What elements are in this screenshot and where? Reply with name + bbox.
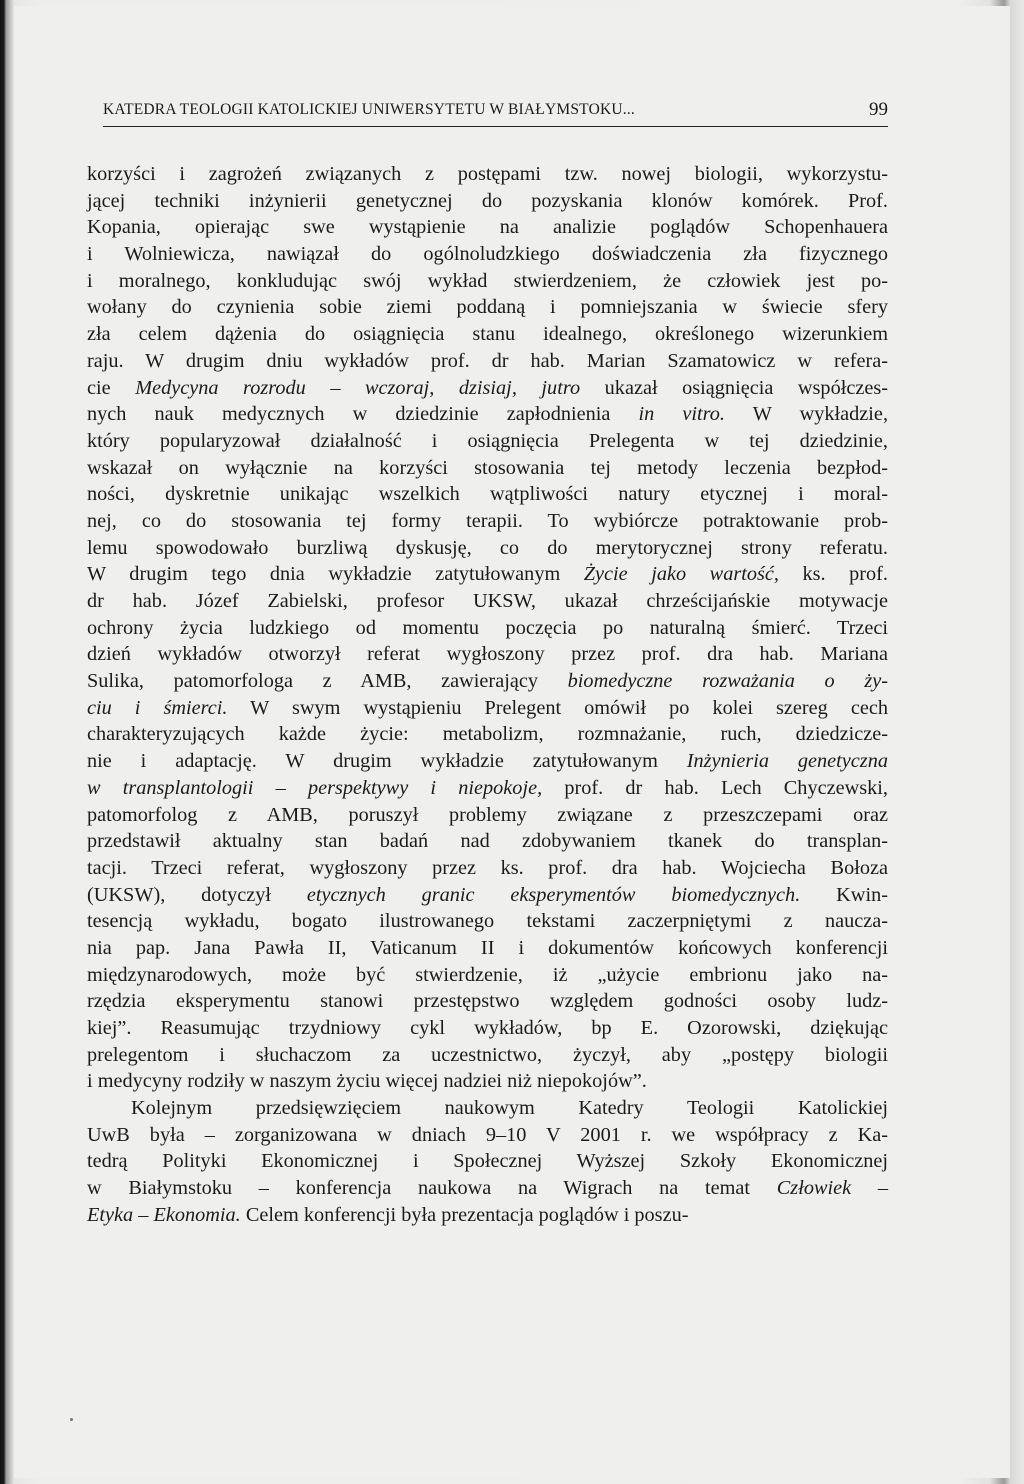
text-segment: ukazał osiągnięcia współczes-	[580, 376, 888, 399]
text-segment: Kopania, opierając swe wystąpienie na analizie poglądów Schopenhauera	[87, 216, 888, 239]
text-line	[87, 1175, 888, 1202]
text-line	[87, 1015, 888, 1042]
text-line	[87, 988, 888, 1015]
text-segment: Kwin-	[800, 883, 888, 906]
text-segment: dzień wykładów otworzył referat wygłoszony przez prof. dra hab. Mariana	[87, 643, 888, 666]
page-number: 99	[869, 99, 888, 120]
text-line	[87, 508, 888, 535]
text-segment: rzędzia eksperymentu stanowi przestępstwo względem godności osoby ludz-	[87, 990, 888, 1013]
text-line	[87, 214, 888, 241]
text-segment: prelegentom i słuchaczom za uczestnictwo, życzył, aby „postępy biologii	[87, 1043, 888, 1066]
italic-title-text: Inżynieria genetyczna	[686, 750, 888, 773]
text-line	[87, 1148, 888, 1175]
text-segment: Kolejnym przedsięwzięciem naukowym Katedry Teologii Katolickiej	[131, 1097, 888, 1120]
text-segment: W swym wystąpieniu Prelegent omówił po kolei szereg cech	[227, 696, 888, 719]
text-line	[87, 375, 888, 402]
text-line	[87, 188, 888, 215]
text-line	[87, 668, 888, 695]
text-segment: tedrą Polityki Ekonomicznej i Społecznej Wyższej Szkoły Ekonomicznej	[87, 1150, 888, 1173]
body-text	[87, 161, 888, 1229]
text-line	[87, 641, 888, 668]
text-line	[87, 588, 888, 615]
text-segment: nia pap. Jana Pawła II, Vaticanum II i dokumentów końcowych konferencji	[87, 936, 888, 959]
text-segment: i Wolniewicza, nawiązał do ogólnoludzkiego doświadczenia zła fizycznego	[87, 243, 888, 266]
text-segment: i medycyny rodziły w naszym życiu więcej nadziei niż niepokojów”.	[87, 1070, 647, 1093]
text-segment: międzynarodowych, może być stwierdzenie, iż „użycie embrionu jako na-	[87, 963, 888, 986]
text-line	[87, 1202, 888, 1229]
text-line	[87, 561, 888, 588]
text-line	[87, 481, 888, 508]
scan-speck	[70, 1418, 73, 1421]
text-segment: (UKSW), dotyczył	[87, 883, 307, 906]
running-header	[103, 96, 888, 127]
italic-title-text: Życie jako wartość,	[583, 563, 779, 586]
text-line	[87, 908, 888, 935]
running-header-title: KATEDRA TEOLOGII KATOLICKIEJ UNIWERSYTETU W BIAŁYMSTOKU...	[103, 101, 635, 118]
text-segment: Sulika, patomorfologa z AMB, zawierający	[87, 670, 568, 693]
text-segment: patomorfolog z AMB, poruszył problemy związane z przeszczepami oraz	[87, 803, 888, 826]
text-line	[87, 428, 888, 455]
text-line	[87, 748, 888, 775]
text-line	[87, 882, 888, 909]
text-segment: ności, dyskretnie unikając wszelkich wątpliwości natury etycznej i moral-	[87, 483, 888, 506]
italic-title-text: w transplantologii – perspektywy i niepokoje,	[87, 776, 543, 799]
text-line	[87, 695, 888, 722]
text-line	[87, 348, 888, 375]
text-segment: Celem konferencji była prezentacja poglądów i poszu-	[240, 1203, 689, 1226]
text-line	[87, 1095, 888, 1122]
text-segment: UwB była – zorganizowana w dniach 9–10 V 2001 r. we współpracy z Ka-	[87, 1123, 888, 1146]
text-segment: nych nauk medycznych w dziedzinie zapłodnienia	[87, 403, 639, 426]
text-segment: jącej techniki inżynierii genetycznej do pozyskania klonów komórek. Prof.	[87, 189, 888, 212]
italic-title-text: Człowiek –	[776, 1177, 888, 1200]
text-line	[87, 161, 888, 188]
text-segment: prof. dr hab. Lech Chyczewski,	[542, 776, 888, 799]
text-segment: lemu spowodowało burzliwą dyskusję, co do merytorycznej strony referatu.	[87, 536, 888, 559]
text-segment: W wykładzie,	[725, 403, 889, 426]
italic-title-text: Medycyna rozrodu – wczoraj, dzisiaj, jutro	[135, 376, 581, 399]
text-line	[87, 241, 888, 268]
text-segment: w Białymstoku – konferencja naukowa na Wigrach na temat	[87, 1177, 777, 1200]
text-segment: ks. prof.	[778, 563, 888, 586]
text-segment: wskazał on wyłącznie na korzyści stosowania tej metody leczenia bezpłod-	[87, 456, 888, 479]
text-line	[87, 321, 888, 348]
text-segment: korzyści i zagrożeń związanych z postępami tzw. nowej biologii, wykorzystu-	[87, 163, 888, 185]
italic-title-text: in vitro.	[638, 403, 725, 426]
text-segment: nie i adaptację. W drugim wykładzie zatytułowanym	[87, 750, 687, 773]
italic-title-text: Etyka – Ekonomia.	[87, 1203, 241, 1226]
text-segment: dr hab. Józef Zabielski, profesor UKSW, ukazał chrześcijańskie motywacje	[87, 590, 888, 612]
text-segment: który popularyzował działalność i osiągnięcia Prelegenta w tej dziedzinie,	[87, 429, 888, 452]
text-line	[87, 935, 888, 962]
text-line	[87, 535, 888, 562]
italic-title-text: etycznych granic eksperymentów biomedycznych.	[306, 883, 801, 906]
text-segment: raju. W drugim dniu wykładów prof. dr hab. Marian Szamatowicz w refera-	[87, 349, 888, 372]
italic-title-text: biomedyczne rozważania o ży-	[567, 670, 888, 693]
text-line	[87, 401, 888, 428]
text-line	[87, 855, 888, 882]
text-line	[87, 268, 888, 295]
text-line	[87, 1042, 888, 1069]
text-line	[87, 615, 888, 642]
text-line	[87, 294, 888, 321]
text-line	[87, 802, 888, 829]
text-line	[87, 962, 888, 989]
text-segment: kiej”. Reasumując trzydniowy cykl wykładów, bp E. Ozorowski, dziękując	[87, 1017, 888, 1039]
text-segment: nej, co do stosowania tej formy terapii. To wybiórcze potraktowanie prob-	[87, 509, 888, 532]
text-segment: i moralnego, konkludując swój wykład stwierdzeniem, że człowiek jest po-	[87, 269, 888, 292]
text-segment: W drugim tego dnia wykładzie zatytułowanym	[87, 563, 584, 586]
text-segment: tacji. Trzeci referat, wygłoszony przez ks. prof. dra hab. Wojciecha Bołoza	[87, 856, 888, 879]
text-segment: zła celem dążenia do osiągnięcia stanu idealnego, określonego wizerunkiem	[87, 323, 888, 346]
text-line	[87, 721, 888, 748]
text-segment: ochrony życia ludzkiego od momentu poczęcia po naturalną śmierć. Trzeci	[87, 616, 888, 639]
text-segment: cie	[87, 376, 136, 399]
text-segment: wołany do czynienia sobie ziemi poddaną i pomniejszania w świecie sfery	[87, 296, 888, 319]
text-line	[87, 1122, 888, 1149]
text-line	[87, 828, 888, 855]
text-segment: charakteryzujących każde życie: metabolizm, rozmnażanie, ruch, dziedzicze-	[87, 723, 888, 746]
italic-title-text: ciu i śmierci.	[87, 696, 228, 719]
text-segment: tesencją wykładu, bogato ilustrowanego tekstami zaczerpniętymi z naucza-	[87, 910, 888, 933]
text-segment: przedstawił aktualny stan badań nad zdobywaniem tkanek do transplan-	[87, 830, 888, 853]
text-line	[87, 455, 888, 482]
text-line	[87, 1068, 888, 1095]
text-line	[87, 775, 888, 802]
